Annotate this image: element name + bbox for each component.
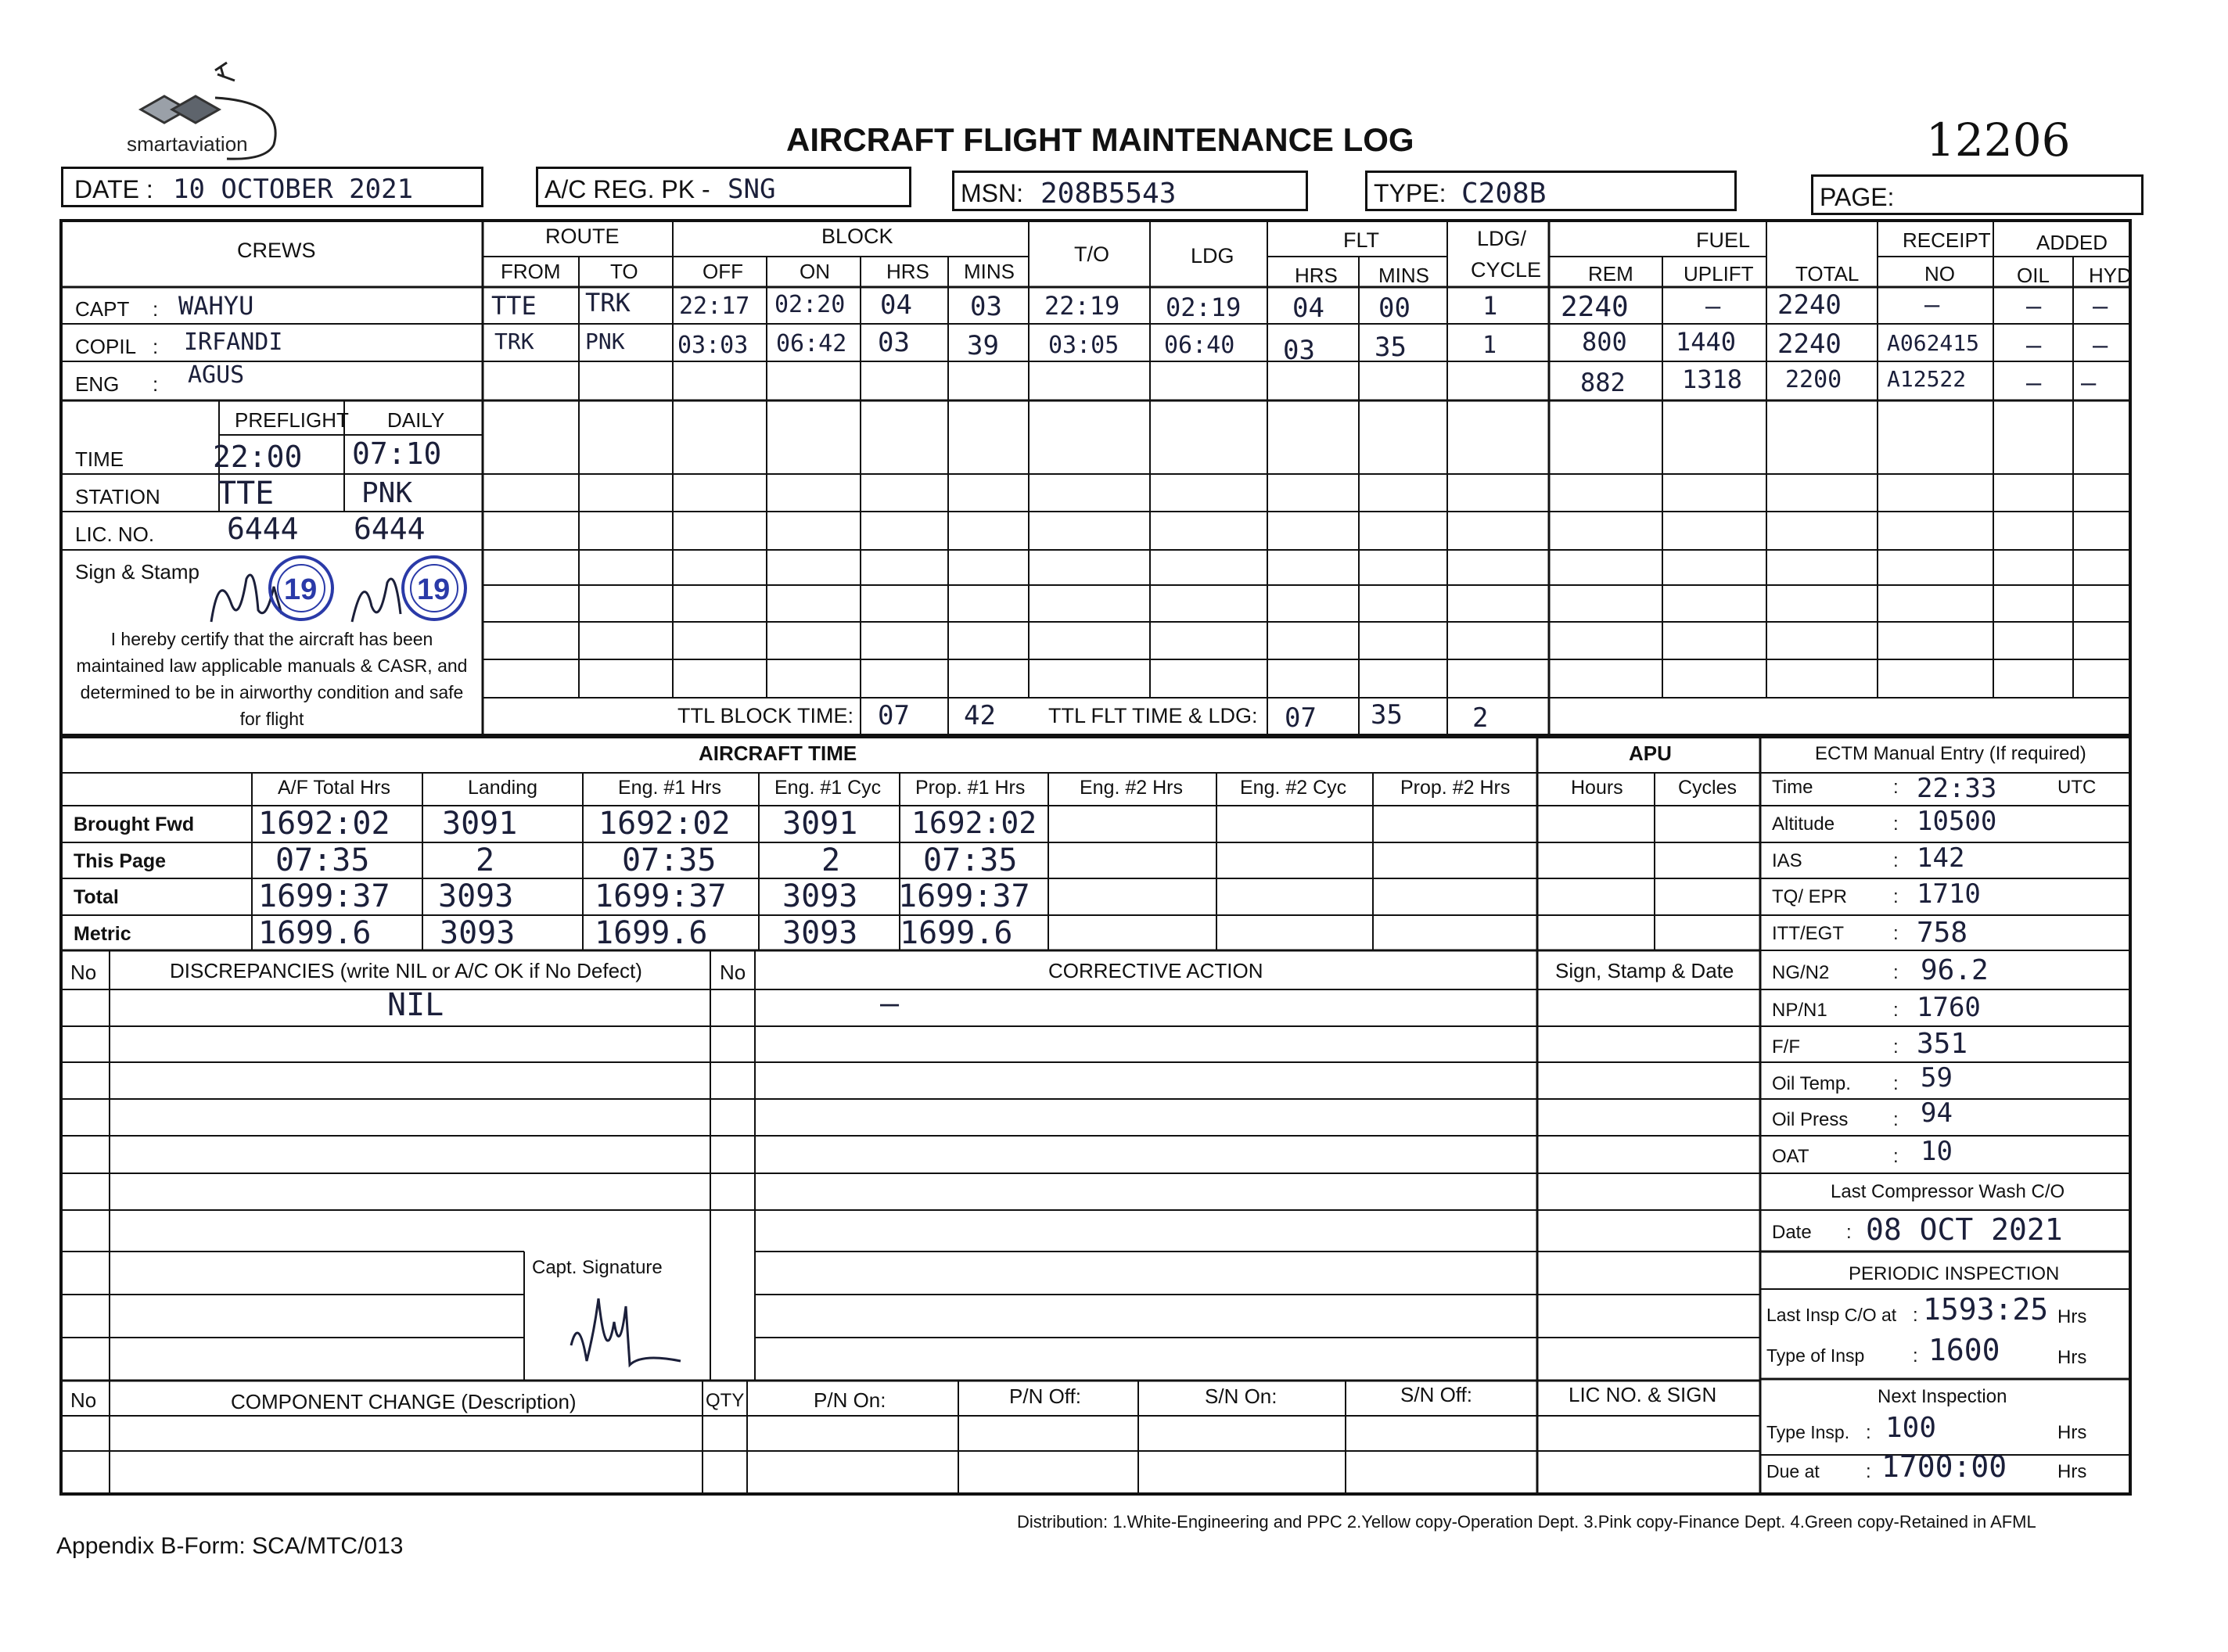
leg2-fuel-rem: 800	[1582, 327, 1627, 357]
tp-af-total: 07:35	[275, 842, 370, 878]
ectm-oil-press-label: Oil Press	[1772, 1109, 1849, 1130]
type-insp-value: 1600	[1928, 1333, 2000, 1367]
logo-text: smartaviation	[127, 132, 248, 156]
corrective-action-entry: –	[880, 986, 900, 1022]
hyd-header: HYD	[2089, 264, 2132, 287]
compressor-wash-title: Last Compressor Wash C/O	[1831, 1181, 2065, 1202]
preflight-header: PREFLIGHT	[235, 408, 349, 432]
block-hrs-header: HRS	[886, 260, 929, 283]
oil-header: OIL	[2017, 264, 2050, 287]
total-eng1-hrs: 1699:37	[595, 878, 727, 914]
total-eng1-cyc: 3093	[782, 878, 858, 914]
ectm-ff-label: F/F	[1772, 1036, 1800, 1058]
lic-sign-header: LIC NO. & SIGN	[1569, 1383, 1717, 1406]
ac-reg-field[interactable]: A/C REG. PK - SNG	[536, 167, 911, 207]
ectm-ng-value: 96.2	[1921, 954, 1989, 986]
route-header: ROUTE	[545, 224, 620, 248]
ttl-flt-label: TTL FLT TIME & LDG:	[1048, 704, 1258, 727]
leg2-from: TRK	[494, 329, 534, 354]
preflight-station: TTE	[217, 476, 275, 512]
leg2-mins: 39	[967, 330, 999, 361]
ectm-title: ECTM Manual Entry (If required)	[1815, 743, 2086, 764]
ectm-itt-label: ITT/EGT	[1772, 923, 1844, 944]
col-af-total-hrs: A/F Total Hrs	[278, 777, 391, 799]
ectm-np-label: NP/N1	[1772, 1000, 1827, 1021]
col-landing: Landing	[468, 777, 537, 799]
preflight-lic: 6444	[227, 512, 299, 546]
crew-name-eng: AGUS	[188, 361, 245, 389]
ectm-ias-value: 142	[1917, 842, 1965, 874]
row-brought-fwd: Brought Fwd	[74, 813, 195, 835]
receipt-header: RECEIPT	[1903, 228, 1991, 252]
leg2-hrs: 03	[878, 327, 910, 358]
flt-hrs-header: HRS	[1295, 264, 1338, 287]
leg3-fuel-rem: 882	[1580, 368, 1626, 397]
ttl-block-label: TTL BLOCK TIME:	[677, 704, 854, 727]
last-insp-value: 1593:25	[1923, 1292, 2049, 1327]
leg1-to: TRK	[585, 288, 631, 318]
crew-name-capt: WAHYU	[178, 291, 254, 321]
msn-value: 208B5543	[1040, 178, 1177, 210]
page-field[interactable]: PAGE:	[1811, 174, 2144, 215]
leg2-oil: –	[2026, 330, 2042, 360]
ectm-ias-label: IAS	[1772, 850, 1802, 871]
col-eng2-hrs: Eng. #2 Hrs	[1080, 777, 1184, 799]
row-this-page: This Page	[74, 850, 167, 872]
leg3-receipt: A12522	[1887, 366, 1967, 392]
leg2-to: PNK	[585, 329, 625, 354]
daily-header: DAILY	[387, 408, 445, 432]
metric-eng1-cyc: 3093	[782, 915, 858, 951]
certification-statement: I hereby certify that the aircraft has been maintained law applicable manuals & CASR, and determined to be in airworthy condition and safe for flight	[76, 629, 468, 729]
qty-header: QTY	[706, 1390, 745, 1411]
from-header: FROM	[501, 260, 561, 283]
leg1-fuel-rem: 2240	[1561, 291, 1629, 323]
col-eng1-cyc: Eng. #1 Cyc	[774, 777, 882, 799]
ttl-block-hrs: 07	[878, 700, 910, 731]
leg3-fuel-uplift: 1318	[1682, 365, 1743, 394]
ldg-cycle-header: LDG/	[1477, 227, 1527, 250]
crew-role-eng: ENG	[75, 372, 120, 396]
leg2-flt-hrs: 03	[1283, 335, 1315, 366]
leg1-cycle: 1	[1482, 291, 1498, 321]
ectm-np-value: 1760	[1917, 992, 1981, 1023]
ectm-oil-press-value: 94	[1921, 1097, 1953, 1129]
ttl-ldg: 2	[1472, 702, 1489, 734]
ac-reg-value: SNG	[728, 174, 776, 205]
leg1-mins: 03	[970, 291, 1002, 322]
leg1-fuel-uplift: –	[1705, 291, 1721, 321]
block-header: BLOCK	[821, 224, 893, 248]
daily-time: 07:10	[352, 436, 442, 471]
block-mins-header: MINS	[964, 260, 1015, 283]
ttl-flt-hrs: 07	[1285, 702, 1317, 734]
flt-mins-header: MINS	[1378, 264, 1429, 287]
compressor-date-value: 08 OCT 2021	[1866, 1212, 2063, 1247]
pn-on-header: P/N On:	[814, 1388, 886, 1412]
ectm-altitude-value: 10500	[1917, 806, 1997, 837]
next-type-value: 100	[1885, 1412, 1937, 1444]
col-eng1-hrs: Eng. #1 Hrs	[618, 777, 722, 799]
ectm-time-unit: UTC	[2057, 777, 2097, 798]
ectm-oil-temp-value: 59	[1921, 1062, 1953, 1094]
form-serial-number: 12206	[1926, 113, 2071, 167]
discrepancy-entry: NIL	[387, 987, 444, 1023]
stamp-number-left: 19	[284, 573, 318, 606]
ttl-block-mins: 42	[964, 700, 996, 731]
tp-prop1-hrs: 07:35	[923, 842, 1018, 878]
added-header: ADDED	[2036, 231, 2108, 254]
ectm-itt-value: 758	[1917, 917, 1968, 949]
leg1-fuel-total: 2240	[1777, 289, 1842, 321]
leg1-landing: 02:19	[1166, 293, 1242, 322]
compressor-date-label: Date	[1772, 1222, 1812, 1243]
ectm-tq-label: TQ/ EPR	[1772, 886, 1848, 907]
ectm-tq-value: 1710	[1917, 878, 1981, 910]
ectm-time-label: Time	[1772, 777, 1813, 798]
next-inspection-title: Next Inspection	[1878, 1386, 2007, 1407]
tp-landing: 2	[476, 842, 495, 878]
form-title: AIRCRAFT FLIGHT MAINTENANCE LOG	[786, 121, 1414, 158]
bf-eng1-hrs: 1692:02	[598, 806, 731, 842]
leg2-takeoff: 03:05	[1048, 332, 1119, 359]
capt-signature-label: Capt. Signature	[532, 1257, 663, 1278]
col-prop2-hrs: Prop. #2 Hrs	[1400, 777, 1511, 799]
date-field[interactable]: DATE : 10 OCTOBER 2021	[61, 167, 483, 207]
check-station-label: STATION	[75, 485, 160, 508]
metric-landing: 3093	[440, 915, 516, 951]
ectm-ff-value: 351	[1917, 1028, 1968, 1060]
type-value: C208B	[1461, 178, 1547, 210]
leg1-hrs: 04	[880, 289, 912, 321]
date-value: 10 OCTOBER 2021	[173, 174, 414, 205]
bf-af-total: 1692:02	[258, 806, 390, 842]
fuel-total-header: TOTAL	[1795, 262, 1860, 286]
leg3-fuel-total: 2200	[1785, 366, 1842, 393]
sn-off-header: S/N Off:	[1400, 1383, 1472, 1406]
leg1-oil: –	[2026, 291, 2042, 321]
ectm-oat-label: OAT	[1772, 1146, 1809, 1167]
leg2-flt-mins: 35	[1375, 332, 1407, 363]
check-time-label: TIME	[75, 447, 124, 471]
last-insp-label: Last Insp C/O at	[1766, 1305, 1897, 1325]
bf-landing: 3091	[442, 806, 518, 842]
leg1-from: TTE	[491, 291, 537, 321]
ectm-time-value: 22:33	[1917, 773, 1997, 804]
ectm-altitude-label: Altitude	[1772, 813, 1835, 835]
comp-no-header: No	[70, 1388, 97, 1412]
off-header: OFF	[703, 260, 743, 283]
leg2-receipt: A062415	[1887, 330, 1980, 356]
row-total: Total	[74, 886, 119, 908]
sign-stamp-area	[196, 548, 485, 634]
corrective-action-header: CORRECTIVE ACTION	[1048, 959, 1263, 982]
preflight-time: 22:00	[213, 440, 303, 474]
bf-eng1-cyc: 3091	[782, 806, 858, 842]
leg1-hyd: –	[2093, 291, 2108, 321]
stamp-number-right: 19	[417, 573, 451, 606]
to-header: TO	[610, 260, 638, 283]
daily-lic: 6444	[354, 512, 426, 546]
leg2-hyd: –	[2093, 330, 2108, 360]
metric-af-total: 1699.6	[258, 915, 372, 951]
captain-signature	[563, 1283, 688, 1377]
row-metric: Metric	[74, 923, 131, 945]
flt-header: FLT	[1343, 228, 1379, 252]
ectm-oil-temp-label: Oil Temp.	[1772, 1073, 1851, 1094]
sn-on-header: S/N On:	[1205, 1384, 1278, 1408]
sign-stamp-date-header: Sign, Stamp & Date	[1555, 959, 1734, 982]
leg2-on: 06:42	[776, 330, 847, 357]
discrepancies-header: DISCREPANCIES (write NIL or A/C OK if No Defect)	[170, 959, 642, 982]
periodic-inspection-title: PERIODIC INSPECTION	[1849, 1263, 2060, 1284]
distribution-note: Distribution: 1.White-Engineering and PPC 2.Yellow copy-Operation Dept. 3.Pink copy-Finance Dept. 4.Green copy-Retained in AFML	[1017, 1512, 2036, 1532]
crew-role-copil: COPIL	[75, 335, 137, 358]
component-change-header: COMPONENT CHANGE (Description)	[231, 1390, 577, 1413]
ttl-flt-mins: 35	[1371, 699, 1403, 731]
daily-station: PNK	[361, 477, 413, 509]
leg2-fuel-uplift: 1440	[1676, 327, 1737, 357]
leg1-flt-hrs: 04	[1292, 293, 1324, 324]
fuel-header: FUEL	[1696, 228, 1751, 252]
appendix-form-code: Appendix B-Form: SCA/MTC/013	[56, 1533, 404, 1559]
leg1-receipt: –	[1924, 289, 1940, 319]
col-prop1-hrs: Prop. #1 Hrs	[915, 777, 1026, 799]
uplift-header: UPLIFT	[1684, 262, 1754, 286]
leg3-hyd: –	[2081, 368, 2097, 397]
msn-field[interactable]: MSN: 208B5543	[952, 171, 1308, 211]
check-lic-label: LIC. NO.	[75, 523, 155, 546]
total-landing: 3093	[438, 878, 514, 914]
col-eng2-cyc: Eng. #2 Cyc	[1240, 777, 1347, 799]
type-insp-label: Type of Insp	[1766, 1345, 1865, 1366]
col-apu-hours: Hours	[1571, 777, 1623, 799]
leg2-cycle: 1	[1482, 332, 1497, 359]
type-field[interactable]: TYPE: C208B	[1365, 171, 1737, 211]
due-at-value: 1700:00	[1881, 1449, 2007, 1484]
bf-prop1-hrs: 1692:02	[911, 806, 1037, 840]
next-type-label: Type Insp.	[1766, 1422, 1850, 1442]
leg2-fuel-total: 2240	[1777, 329, 1842, 360]
crew-name-copil: IRFANDI	[184, 329, 283, 356]
leg3-oil: –	[2026, 368, 2042, 397]
metric-prop1-hrs: 1699.6	[900, 915, 1013, 951]
on-header: ON	[800, 260, 830, 283]
crews-header: CREWS	[237, 239, 316, 262]
leg1-off: 22:17	[679, 293, 750, 320]
takeoff-header: T/O	[1074, 242, 1109, 266]
ectm-ng-label: NG/N2	[1772, 962, 1830, 983]
leg1-on: 02:20	[774, 291, 846, 318]
leg2-off: 03:03	[677, 332, 749, 359]
rem-header: REM	[1588, 262, 1633, 286]
leg1-flt-mins: 00	[1378, 293, 1410, 324]
ldg-header: LDG	[1191, 244, 1234, 268]
apu-title: APU	[1629, 742, 1672, 765]
crew-role-capt: CAPT	[75, 297, 130, 321]
disc-no-header: No	[70, 961, 97, 984]
tp-eng1-cyc: 2	[821, 842, 841, 878]
total-prop1-hrs: 1699:37	[898, 878, 1030, 914]
check-sign-label: Sign & Stamp	[75, 560, 199, 584]
total-af-total: 1699:37	[258, 878, 390, 914]
tp-eng1-hrs: 07:35	[622, 842, 717, 878]
action-no-header: No	[720, 961, 746, 984]
metric-eng1-hrs: 1699.6	[595, 915, 708, 951]
leg1-takeoff: 22:19	[1044, 291, 1120, 321]
aircraft-time-title: AIRCRAFT TIME	[699, 742, 857, 765]
leg2-landing: 06:40	[1164, 332, 1235, 359]
due-at-label: Due at	[1766, 1461, 1820, 1481]
ectm-oat-value: 10	[1921, 1136, 1953, 1167]
pn-off-header: P/N Off:	[1009, 1384, 1081, 1408]
col-apu-cycles: Cycles	[1678, 777, 1737, 799]
